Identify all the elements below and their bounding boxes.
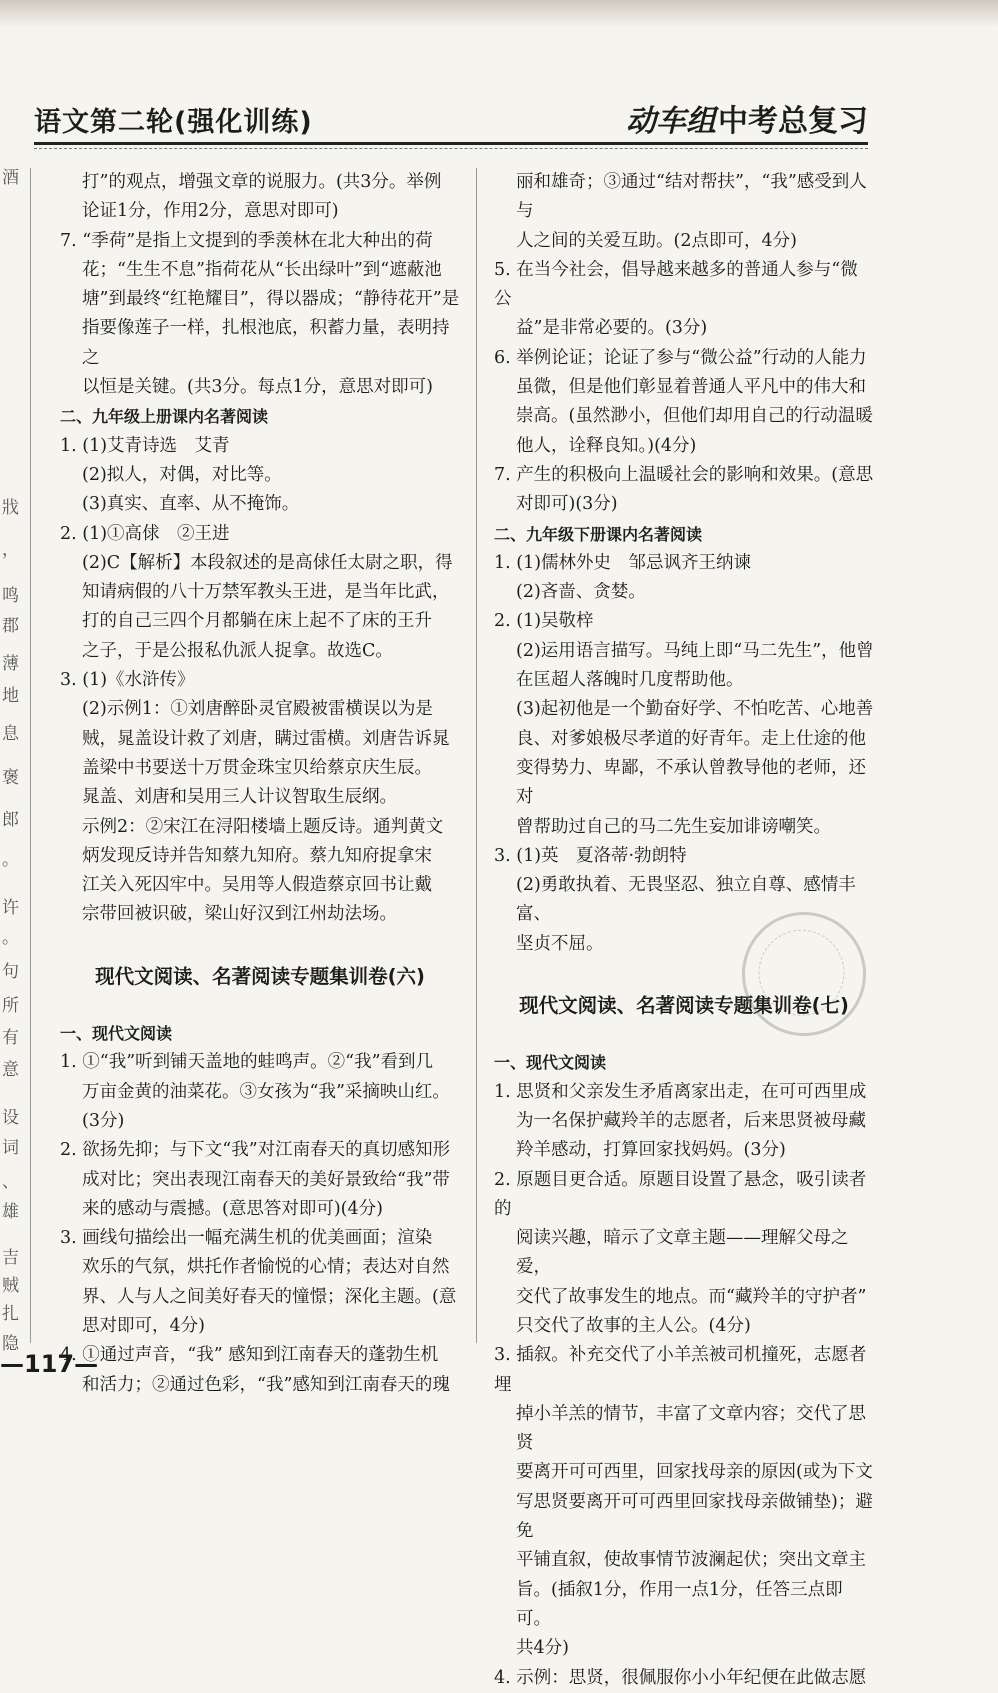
series-subtitle: 中考总复习: [718, 104, 868, 139]
margin-char: 酒: [2, 168, 19, 188]
margin-char: 鸣: [2, 586, 19, 606]
answer-line: 共4分): [516, 1638, 569, 1659]
answer-line: 5. 在当今社会，倡导越来越多的普通人参与“微公: [494, 259, 858, 310]
left-margin-bleed-text: [0, 160, 22, 1354]
margin-char: 有: [2, 1028, 19, 1048]
book-title: 语文第二轮(强化训练): [34, 107, 313, 138]
margin-char: 郡: [2, 616, 19, 636]
answer-line: 在匡超人落魄时几度帮助他。: [516, 670, 744, 691]
column-divider: [476, 168, 477, 1343]
answer-line: 以恒是关键。(共3分。每点1分，意思对即可): [82, 377, 433, 398]
section-heading: 一、现代文阅读: [494, 1053, 607, 1073]
right-answers-part2: [494, 1048, 874, 1693]
section-heading: 一、现代文阅读: [60, 1024, 173, 1044]
answer-line: 交代了故事发生的地点。而“藏羚羊的守护者”: [516, 1286, 867, 1307]
answer-line: 塘”到最终“红艳耀目”，得以器成；“静待花开”是: [82, 289, 460, 310]
margin-char: 吉: [2, 1248, 19, 1268]
margin-char: 。: [2, 928, 19, 948]
margin-char: 扎: [2, 1304, 19, 1324]
margin-char: 隐: [2, 1334, 19, 1354]
answer-line: 盖梁中书要送十万贯金珠宝贝给蔡京庆生辰。: [82, 757, 432, 778]
answer-line: 2. (1)吴敬梓: [494, 611, 594, 632]
answer-line: 丽和雄奇；③通过“结对帮扶”，“我”感受到人与: [516, 172, 867, 222]
answer-line: 7. 产生的积极向上温暖社会的影响和效果。(意思: [494, 464, 874, 485]
margin-char: 雄: [2, 1202, 19, 1222]
answer-line: (2)运用语言描写。马纯上即“马二先生”，他曾: [516, 640, 874, 661]
section-heading: 二、九年级下册课内名著阅读: [494, 524, 703, 544]
answer-line: 只交代了故事的主人公。(4分): [516, 1315, 751, 1336]
margin-char: 。: [2, 850, 19, 870]
answer-line: 虽微，但是他们彰显着普通人平凡中的伟大和: [516, 377, 866, 398]
answer-line: (2)拟人，对偶，对比等。: [82, 464, 282, 485]
header-rule: [34, 142, 868, 145]
margin-char: 贼: [2, 1276, 19, 1296]
answer-line: 思对即可，4分): [82, 1315, 205, 1336]
section-title-7: 现代文阅读、名著阅读专题集训卷(七): [519, 994, 849, 1018]
answer-line: 3. 插叙。补充交代了小羊羔被司机撞死，志愿者埋: [494, 1345, 867, 1395]
answer-line: (3)起初他是一个勤奋好学、不怕吃苦、心地善: [516, 699, 874, 720]
margin-char: 戕: [2, 498, 19, 518]
answer-line: 人之间的关爱互助。(2点即可，4分): [516, 230, 797, 251]
answer-line: 宗带回被识破，梁山好汉到江州劫法场。: [82, 904, 397, 925]
answer-line: 他人，诠释良知。)(4分): [516, 435, 697, 456]
right-answers-part1: [494, 168, 874, 959]
answer-line: 要离开可可西里，回家找母亲的原因(或为下文: [516, 1462, 873, 1483]
answer-line: 指要像莲子一样，扎根池底，积蓄力量，表明持之: [82, 318, 450, 368]
answer-line: 1. (1)儒林外史 邹忌讽齐王纳谏: [494, 552, 752, 573]
margin-char: 句: [2, 962, 19, 982]
page-number: —117—: [0, 1350, 99, 1378]
answer-line: 1. 思贤和父亲发生矛盾离家出走，在可可西里成: [494, 1081, 867, 1102]
answer-line: 2. (1)①高俅 ②王进: [60, 523, 230, 544]
answer-line: 掉小羊羔的情节，丰富了文章内容；交代了思贤: [516, 1403, 866, 1454]
answer-line: 1. (1)艾青诗选 艾青: [60, 435, 230, 456]
answer-line: (2)示例1：①刘唐醉卧灵官殿被雷横误以为是: [82, 699, 433, 720]
margin-char: 息: [2, 724, 19, 744]
answer-line: 打的自己三四个月都躺在床上起不了床的王升: [82, 611, 432, 632]
answer-line: 和活力；②通过色彩，“我”感知到江南春天的瑰: [82, 1374, 450, 1395]
answer-line: 花；“生生不息”指荷花从“长出绿叶”到“遮蔽池: [82, 259, 442, 280]
answer-line: 万亩金黄的油菜花。③女孩为“我”采摘映山红。: [82, 1081, 450, 1102]
answer-line: 写思贤要离开可可西里回家找母亲做铺垫)；避免: [516, 1491, 873, 1542]
margin-char: 设: [2, 1108, 19, 1128]
brand-logo-text: 动车组: [626, 104, 716, 139]
header-dashed-rule: [34, 148, 868, 149]
left-answers-part2: [60, 1019, 460, 1400]
answer-line: 旨。(插叙1分，作用一点1分，任答三点即可。: [516, 1579, 843, 1629]
answer-line: 良、对爹娘极尽孝道的好青年。走上仕途的他: [516, 728, 866, 749]
answer-line: 3. (1)《水浒传》: [60, 670, 195, 691]
answer-line: (3分): [82, 1110, 125, 1131]
answer-line: 贼，晁盖设计救了刘唐，瞒过雷横。刘唐告诉晁: [82, 728, 450, 749]
margin-char: 许: [2, 898, 19, 918]
answer-line: 4. 示例：思贤，很佩服你小小年纪便在此做志愿: [494, 1667, 867, 1688]
margin-char: 郎: [2, 810, 19, 830]
margin-divider: [30, 168, 31, 1343]
answer-line: (2)C【解析】本段叙述的是高俅任太尉之职，得: [82, 552, 453, 573]
answer-line: 4. ①通过声音，“我” 感知到江南春天的蓬勃生机: [60, 1345, 439, 1366]
margin-char: 词: [2, 1138, 19, 1158]
section-heading: 二、九年级上册课内名著阅读: [60, 407, 269, 427]
margin-char: 、: [2, 1172, 19, 1192]
answer-line: (2)勇敢执着、无畏坚忍、独立自尊、感情丰富、: [516, 875, 856, 925]
left-column: [60, 168, 460, 1400]
answer-line: 3. (1)英 夏洛蒂·勃朗特: [494, 845, 687, 866]
answer-line: 崇高。(虽然渺小，但他们却用自己的行动温暖: [516, 406, 873, 427]
answer-line: 江关入死囚牢中。吴用等人假造蔡京回书让戴: [82, 875, 432, 896]
answer-line: 论证1分，作用2分，意思对即可): [82, 201, 339, 222]
answer-line: 2. 原题目更合适。原题目设置了悬念，吸引读者的: [494, 1169, 867, 1219]
answer-line: 欢乐的气氛，烘托作者愉悦的心情；表达对自然: [82, 1257, 450, 1278]
answer-line: 阅读兴趣，暗示了文章主题——理解父母之爱，: [516, 1228, 849, 1278]
margin-char: 薄: [2, 654, 19, 674]
answer-line: 曾帮助过自己的马二先生妄加诽谤嘲笑。: [516, 816, 831, 837]
answer-line: 炳发现反诗并告知蔡九知府。蔡九知府捉拿宋: [82, 845, 432, 866]
answer-line: 7. “季荷”是指上文提到的季羡林在北大种出的荷: [60, 230, 433, 251]
series-title: [626, 96, 868, 140]
answer-line: 为一名保护藏羚羊的志愿者，后来思贤被母藏: [516, 1110, 866, 1131]
answer-line: (2)吝啬、贪婪。: [516, 582, 646, 603]
answer-line: 平铺直叙，使故事情节波澜起伏；突出文章主: [516, 1550, 866, 1571]
answer-line: 来的感动与震撼。(意思答对即可)(4分): [82, 1198, 383, 1219]
answer-line: 3. 画线句描绘出一幅充满生机的优美画面；渲染: [60, 1228, 433, 1249]
section-title-6: 现代文阅读、名著阅读专题集训卷(六): [95, 964, 425, 988]
answer-line: 变得势力、卑鄙，不承认曾教导他的老师，还对: [516, 757, 866, 808]
answer-line: 羚羊感动，打算回家找妈妈。(3分): [516, 1140, 786, 1161]
margin-char: ，: [2, 540, 19, 560]
answer-line: 2. 欲扬先抑；与下文“我”对江南春天的真切感知形: [60, 1140, 451, 1161]
margin-char: 褒: [2, 768, 19, 788]
answer-line: 对即可)(3分): [516, 494, 618, 515]
answer-line: 晁盖、刘唐和吴用三人计议智取生辰纲。: [82, 787, 397, 808]
margin-char: 意: [2, 1060, 19, 1080]
answer-line: 6. 举例论证；论证了参与“微公益”行动的人能力: [494, 347, 867, 368]
answer-line: 打”的观点，增强文章的说服力。(共3分。举例: [82, 172, 442, 192]
answer-line: 1. ①“我”听到铺天盖地的蛙鸣声。②“我”看到几: [60, 1052, 434, 1073]
answer-line: 成对比；突出表现江南春天的美好景致给“我”带: [82, 1169, 450, 1190]
margin-char: 所: [2, 996, 19, 1016]
answer-line: (3)真实、直率、从不掩饰。: [82, 494, 300, 515]
answer-line: 之子，于是公报私仇派人捉拿。故选C。: [82, 640, 393, 661]
top-page-bleed: [0, 0, 998, 28]
answer-line: 界、人与人之间美好春天的憧憬；深化主题。(意: [82, 1286, 457, 1307]
answer-line: 坚贞不屈。: [516, 933, 604, 954]
answer-line: 益”是非常必要的。(3分): [516, 318, 708, 339]
margin-char: 地: [2, 686, 19, 706]
answer-line: 知请病假的八十万禁军教头王进，是当年比武，: [82, 582, 450, 603]
left-answers-part1: [60, 168, 460, 930]
answer-line: 示例2：②宋江在浔阳楼墙上题反诗。通判黄文: [82, 816, 444, 837]
